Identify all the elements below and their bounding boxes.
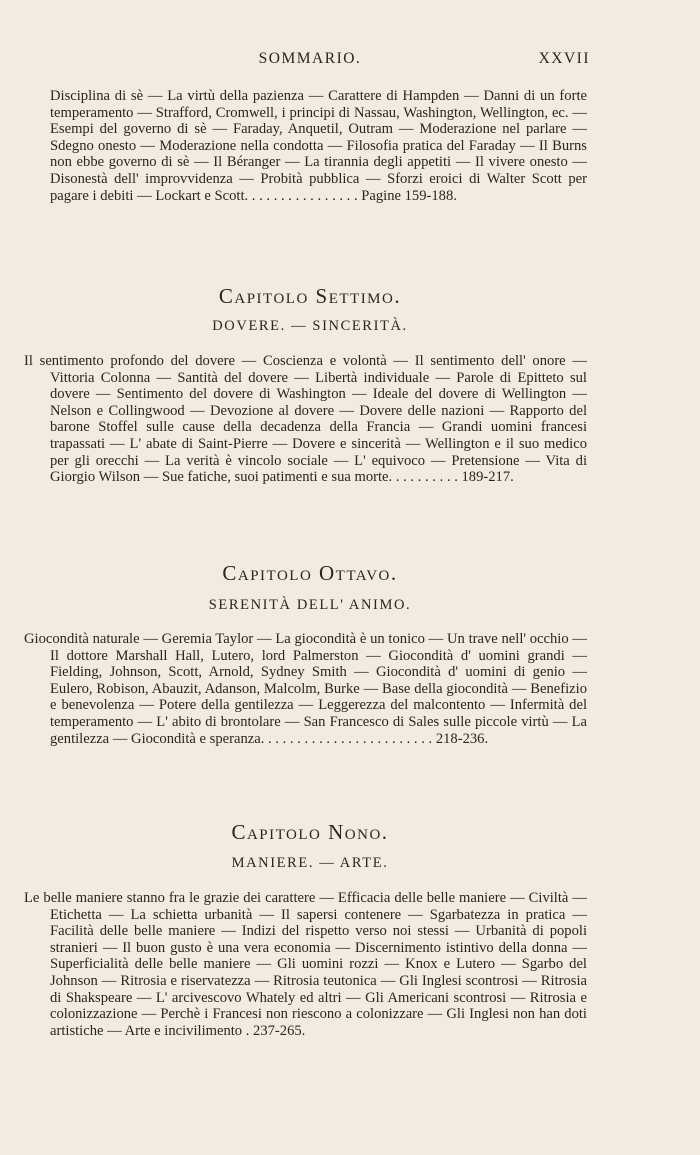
chapter-title: Capitolo Nono.	[231, 820, 389, 844]
section-text-body: Le belle maniere stanno fra le grazie dei carattere — Efficacia delle belle maniere — Civiltà — Etichetta — La schietta urbanità — Il sapersi contenere — Sgarbatezza in pratica — Facilità delle belle maniere — Indizi del rispetto verso noi stessi — Urbanità di popoli stranieri — Il buon gusto è una vera economia — Discernimento istintivo della donna — Superficialità delle belle maniere — Gli uomini rozzi — Knox e Lutero — Sgarbo del Johnson — Ritrosia e riservatezza — Ritrosia teutonica — Gli Inglesi scontrosi — Ritrosia di Shakspeare — L' arcivescovo Whately ed altri — Gli Americani scontrosi — Ritrosia e colonizzazione — Perchè i Francesi non riescono a colonizzare — Gli Inglesi non han doti artistiche — Arte e incivilimento . 237-265.	[24, 890, 587, 1039]
chapter-subtitle: DOVERE. — SINCERITÀ.	[212, 318, 408, 334]
section-text	[24, 631, 587, 747]
page-number: XXVII	[538, 50, 590, 67]
chapter-subtitle: MANIERE. — ARTE.	[231, 855, 389, 871]
running-header	[30, 50, 590, 74]
chapter-title: Capitolo Settimo.	[218, 284, 402, 308]
section-text: Disciplina di sè — La virtù della pazienza — Carattere di Hampden — Danni di un forte temperamento — Strafford, Cromwell, i principi di Nassau, Washington, Wellington, ec. — Esempi del governo di sè — Faraday, Anquetil, Outram — Moderazione nel parlare — Sdegno onesto — Moderazione nella condotta — Filosofia pratica del Faraday — Il Burns non ebbe governo di sè — Il Béranger — La tirannia degli appetiti — Il vivere onesto — Disonestà dell' improvvidenza — Probità pubblica — Sforzi eroici di Walter Scott per pagare i debiti — Lockart e Scott. . . . . . . . . . . . . . . . Pagine 159-188.	[50, 88, 587, 204]
chapter-title: Capitolo Ottavo.	[222, 561, 398, 585]
chapter-subtitle: SERENITÀ DELL' ANIMO.	[208, 597, 412, 613]
running-title: SOMMARIO.	[258, 50, 362, 67]
section-text-body: Giocondità naturale — Geremia Taylor — La giocondità è un tonico — Un trave nell' occhio — Il dottore Marshall Hall, Lutero, lord Palmerston — Giocondità d' uomini grandi — Fielding, Johnson, Scott, Arnold, Sydney Smith — Giocondità d' uomini di genio — Eulero, Robison, Abauzit, Adanson, Malcolm, Burke — Base della giocondità — Benefizio e benevolenza — Potere della gentilezza — Leggerezza del malcontento — Infermità del temperamento — L' abito di brontolare — San Francesco di Sales sulle piccole virtù — La gentilezza — Giocondità e speranza. . . . . . . . . . . . . . . . . . . . . . . . 218-236.	[24, 631, 587, 747]
section-text-body: Il sentimento profondo del dovere — Coscienza e volontà — Il sentimento dell' onore — Vittoria Colonna — Santità del dovere — Libertà individuale — Parole di Epitteto sul dovere — Sentimento del dovere di Washington — Ideale del dovere di Wellington — Nelson e Collingwood — Devozione al dovere — Dovere delle nazioni — Rapporto del barone Stoffel sulle cause della decadenza della Francia — Grandi uomini francesi trapassati — L' abate di Saint-Pierre — Dovere e sincerità — Wellington e il suo medico per gli orecchi — La verità è vincolo sociale — L' equivoco — Pretensione — Vita di Giorgio Wilson — Sue fatiche, suoi patimenti e sua morte. . . . . . . . . . 189-217.	[24, 353, 587, 486]
section-text	[24, 353, 587, 486]
section-text	[24, 890, 587, 1039]
